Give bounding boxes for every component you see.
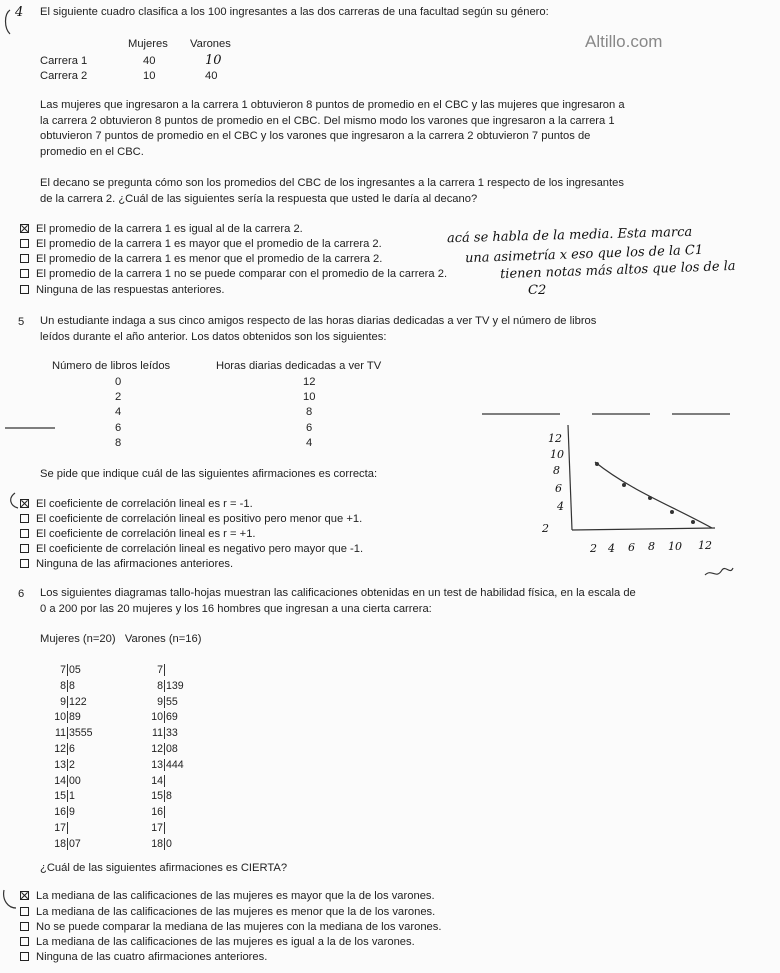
checkbox-checked-icon[interactable]	[20, 891, 29, 900]
stem-leaf-row	[36, 790, 75, 802]
sketch-axis-x	[572, 528, 715, 530]
stem-leaf-row	[143, 680, 184, 692]
sketch-y-label: 8	[553, 464, 560, 477]
q4-option[interactable]: Ninguna de las respuestas anteriores.	[20, 284, 224, 296]
stem-value: 8	[36, 680, 68, 692]
q5-option[interactable]: El coeficiente de correlación lineal es positivo pero menor que +1.	[20, 513, 362, 525]
sketch-x-label: 10	[668, 540, 682, 553]
sketch-axis-y	[568, 425, 572, 530]
stem-leaf-row	[143, 759, 184, 771]
leaf-values	[165, 664, 166, 676]
stem-value: 17	[36, 822, 68, 834]
stem-value: 15	[36, 790, 68, 802]
q4-paragraph-1: Las mujeres que ingresaron a la carrera 1 obtuvieron 8 puntos de promedio en el CBC y las mujeres que ingresaron a la carrera 2 obtuvieron 8 puntos de promedio en el CBC. Del mismo modo los varones que ingresaron a la carrera 1 obtuvieron 7 puntos de promedio en el CBC y los varones que ingresaron a la carrera 2 obtuvieron 7 puntos de promedio en el CBC.	[40, 99, 625, 158]
stem-value: 11	[143, 727, 165, 739]
table-header-mujeres: Mujeres	[128, 38, 168, 50]
leaf-values: 55	[166, 695, 178, 708]
q5-option[interactable]: El coeficiente de correlación lineal es r = -1.	[20, 498, 253, 510]
q5-intro: Un estudiante indaga a sus cinco amigos respecto de las horas diarias dedicadas a ver TV y el número de libros leídos durante el año anterior. Los datos obtenidos son los siguientes:	[40, 315, 597, 343]
sketch-y-label: 4	[557, 500, 564, 513]
leaf-values: 00	[69, 774, 81, 787]
stem-leaf-row	[143, 727, 178, 739]
q4-option[interactable]: El promedio de la carrera 1 no se puede comparar con el promedio de la carrera 2.	[20, 268, 447, 280]
stem-leaf-row	[36, 664, 81, 676]
stem-value: 9	[143, 696, 165, 708]
sketch-bracket	[4, 10, 18, 908]
stem-leaf-row	[36, 711, 81, 723]
leaf-values: 0	[166, 837, 172, 850]
q4-option[interactable]: El promedio de la carrera 1 es igual al de la carrera 2.	[20, 223, 303, 235]
sketch-x-label: 12	[698, 539, 712, 552]
stem-leaf-row	[36, 838, 81, 850]
leaf-values: 1	[69, 790, 75, 803]
stem-value: 17	[143, 822, 165, 834]
stem-leaf-row	[36, 822, 69, 834]
sketch-y-label: 10	[550, 448, 564, 461]
q4-option[interactable]: El promedio de la carrera 1 es mayor que el promedio de la carrera 2.	[20, 238, 382, 250]
stem-value: 13	[143, 759, 165, 771]
sketch-y-label: 6	[555, 482, 562, 495]
stem-leaf-row	[143, 743, 178, 755]
q5-col-header-libros: Número de libros leídos	[52, 360, 171, 372]
q5-horas-cell: 10	[303, 391, 316, 403]
leaf-values	[165, 806, 166, 818]
stem-value: 12	[36, 743, 68, 755]
leaf-values: 8	[69, 679, 75, 692]
checkbox-icon[interactable]	[20, 937, 29, 946]
q6-option[interactable]: Ninguna de las cuatro afirmaciones anteriores.	[20, 951, 267, 963]
sketch-y-label: 12	[548, 432, 562, 445]
stem-value: 16	[36, 806, 68, 818]
stem-leaf-row	[36, 696, 87, 708]
table-cell: 10	[205, 53, 222, 68]
checkbox-icon[interactable]	[20, 907, 29, 916]
sketch-x-label: 4	[608, 542, 615, 555]
leaf-values: 139	[166, 679, 184, 692]
q5-number: 5	[18, 316, 25, 328]
leaf-values: 05	[69, 664, 81, 676]
q5-horas-cell: 8	[306, 406, 313, 418]
q5-libros-cell: 6	[115, 422, 122, 434]
leaf-values: 69	[166, 711, 178, 724]
leaf-values: 2	[69, 758, 75, 771]
q5-option[interactable]: Ninguna de las afirmaciones anteriores.	[20, 558, 233, 570]
table-row-label: Carrera 1	[40, 55, 88, 67]
sketch-point	[670, 510, 674, 514]
q6-option[interactable]: No se puede comparar la mediana de las mujeres con la mediana de los varones.	[20, 921, 441, 933]
table-row-label: Carrera 2	[40, 70, 88, 82]
stem-leaf-row	[36, 759, 75, 771]
stem-value: 7	[143, 664, 165, 676]
handwritten-note: tienen notas más altos que los de la	[499, 258, 736, 283]
stem-value: 10	[143, 711, 165, 723]
q6-intro: Los siguientes diagramas tallo-hojas muestran las calificaciones obtenidas en un test de habilidad física, en la escala de 0 a 200 por las 20 mujeres y los 16 hombres que ingresan a una cierta carrera:	[40, 587, 636, 615]
stem-leaf-row	[143, 775, 166, 787]
stem-value: 12	[143, 743, 165, 755]
stem-leaf-row	[143, 711, 178, 723]
table-header-varones: Varones	[190, 38, 231, 50]
q6-option[interactable]: La mediana de las calificaciones de las mujeres es menor que la de los varones.	[20, 906, 435, 918]
stem-leaf-row	[143, 838, 172, 850]
stem-leaf-row	[36, 775, 81, 787]
stem-value: 11	[36, 727, 68, 739]
leaf-values: 6	[69, 743, 75, 755]
q4-intro: El siguiente cuadro clasifica a los 100 ingresantes a las dos carreras de una facultad según su género:	[40, 6, 549, 18]
leaf-values: 08	[166, 743, 178, 755]
q5-horas-cell: 12	[303, 376, 316, 388]
q6-option[interactable]: La mediana de las calificaciones de las mujeres es mayor que la de los varones.	[20, 890, 435, 902]
leaf-values: 9	[69, 806, 75, 819]
sketch-point	[622, 483, 626, 487]
q6-number: 6	[18, 588, 25, 600]
stem-value: 16	[143, 806, 165, 818]
q4-paragraph-2: El decano se pregunta cómo son los promedios del CBC de los ingresantes a la carrera 1 respecto de los ingresantes de la carrera 2. ¿Cuál de las siguientes sería la respuesta que usted le daría al decano?	[40, 177, 624, 205]
watermark: Altillo.com	[585, 32, 663, 51]
stem-leaf-row	[143, 790, 172, 802]
stem-value: 18	[143, 838, 165, 850]
q6-option[interactable]: La mediana de las calificaciones de las mujeres es igual a la de los varones.	[20, 936, 415, 948]
leaf-values: 89	[69, 711, 81, 724]
sketch-point	[691, 520, 695, 524]
q5-option[interactable]: El coeficiente de correlación lineal es negativo pero mayor que -1.	[20, 543, 363, 555]
q5-col-header-horas: Horas diarias dedicadas a ver TV	[216, 360, 382, 372]
stem-value: 14	[36, 775, 68, 787]
stem-leaf-row	[143, 806, 166, 818]
leaf-values: 07	[69, 837, 81, 850]
table-cell: 10	[143, 70, 156, 82]
stem-value: 15	[143, 790, 165, 802]
checkbox-icon[interactable]	[20, 952, 29, 961]
handwritten-note: C2	[528, 283, 547, 298]
stem-leaf-row	[143, 664, 166, 676]
sketch-point	[595, 462, 599, 466]
handwritten-note: una asimetría x eso que los de la C1	[464, 242, 704, 267]
q5-option[interactable]: El coeficiente de correlación lineal es r = +1.	[20, 528, 256, 540]
sketch-y-label: 2	[542, 522, 549, 535]
stem-leaf-row	[36, 727, 93, 739]
stem-value: 18	[36, 838, 68, 850]
stem-leaf-row	[36, 743, 75, 755]
q5-libros-cell: 8	[115, 437, 122, 449]
table-cell: 40	[143, 55, 156, 67]
stem-value: 10	[36, 711, 68, 723]
q5-horas-cell: 6	[306, 422, 313, 434]
leaf-values: 122	[69, 695, 87, 708]
q5-question: Se pide que indique cuál de las siguientes afirmaciones es correcta:	[40, 468, 378, 480]
leaf-values: 3555	[69, 727, 93, 740]
handwritten-note: acá se habla de la media. Esta marca	[446, 224, 693, 247]
leaf-values	[68, 822, 69, 834]
q5-libros-cell: 4	[115, 406, 122, 418]
q6-stem-headers: Mujeres (n=20) Varones (n=16)	[40, 633, 202, 645]
sketch-x-label: 6	[628, 541, 635, 554]
q4-number: 4	[15, 5, 24, 20]
sketch-x-label: 8	[648, 540, 655, 553]
leaf-values	[165, 775, 166, 787]
stem-leaf-row	[143, 696, 178, 708]
stem-leaf-row	[143, 822, 166, 834]
q5-libros-cell: 0	[115, 376, 122, 388]
leaf-values: 8	[166, 790, 172, 803]
sketch-trend-line	[595, 462, 712, 528]
stem-leaf-row	[36, 806, 75, 818]
stem-value: 8	[143, 680, 165, 692]
stem-value: 9	[36, 696, 68, 708]
stem-leaf-row	[36, 680, 75, 692]
table-cell: 40	[205, 70, 218, 82]
stem-value: 14	[143, 775, 165, 787]
stem-value: 13	[36, 759, 68, 771]
sketch-tilde	[705, 568, 733, 575]
q5-libros-cell: 2	[115, 391, 122, 403]
sketch-point	[648, 496, 652, 500]
leaf-values: 33	[166, 727, 178, 740]
q4-option[interactable]: El promedio de la carrera 1 es menor que el promedio de la carrera 2.	[20, 253, 382, 265]
leaf-values: 444	[166, 758, 184, 771]
sketch-dashes	[5, 414, 730, 428]
stem-value: 7	[36, 664, 68, 676]
q6-question: ¿Cuál de las siguientes afirmaciones es CIERTA?	[40, 862, 288, 874]
leaf-values	[165, 822, 166, 834]
checkbox-icon[interactable]	[20, 922, 29, 931]
q5-horas-cell: 4	[306, 437, 313, 449]
sketch-x-label: 2	[590, 542, 597, 555]
